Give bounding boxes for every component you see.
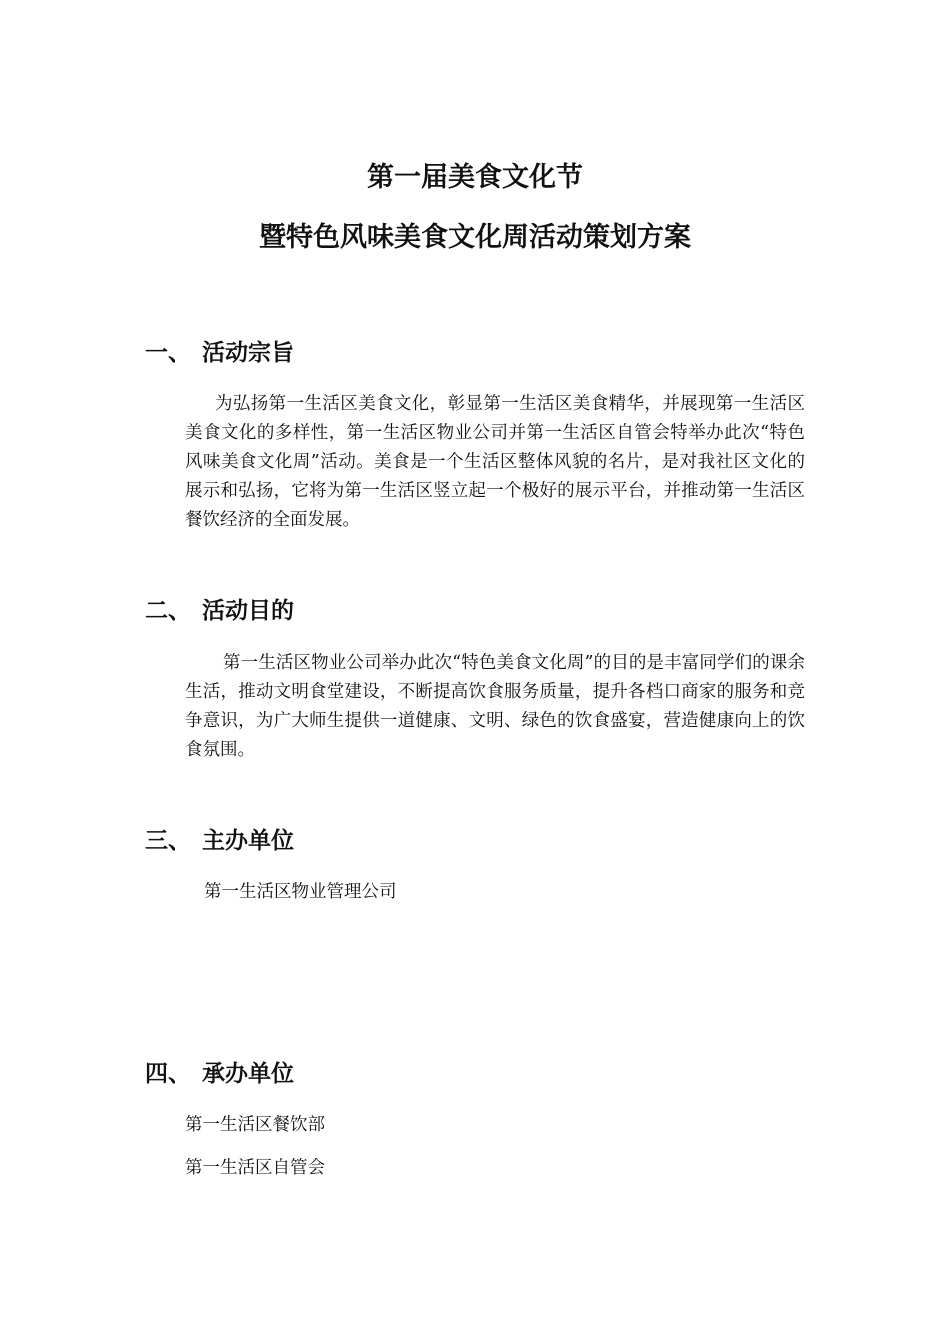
section-title: 活动目的 xyxy=(202,598,294,624)
host-name-catering: 第一生活区餐饮部 xyxy=(185,1115,325,1135)
section-heading-host xyxy=(145,1059,294,1089)
section-number: 二、 xyxy=(145,598,191,624)
section-heading-goal xyxy=(145,596,294,626)
section-number: 一、 xyxy=(145,340,191,366)
section-heading-purpose xyxy=(145,338,294,368)
organizer-name: 第一生活区物业管理公司 xyxy=(204,882,397,902)
section-number: 三、 xyxy=(145,828,191,854)
host-name-committee: 第一生活区自管会 xyxy=(185,1158,325,1178)
section-title: 承办单位 xyxy=(202,1061,294,1087)
section-heading-organizer xyxy=(145,826,294,856)
section-title: 活动宗旨 xyxy=(202,340,294,366)
section-title: 主办单位 xyxy=(202,828,294,854)
section-paragraph-purpose: 为弘扬第一生活区美食文化，彰显第一生活区美食精华，并展现第一生活区美食文化的多样性，第一生活区物业公司并第一生活区自管会特举办此次“特色风味美食文化周”活动。美食是一个生活区整体风貌的名片，是对我社区文化的展示和弘扬，它将为第一生活区竖立起一个极好的展示平台，并推动第一生活区餐饮经济的全面发展。 xyxy=(185,394,805,530)
document-subtitle: 暨特色风味美食文化周活动策划方案 xyxy=(259,222,691,253)
section-number: 四、 xyxy=(145,1061,191,1087)
document-title: 第一届美食文化节 xyxy=(367,162,583,193)
section-paragraph-goal: 第一生活区物业公司举办此次“特色美食文化周”的目的是丰富同学们的课余生活，推动文明食堂建设，不断提高饮食服务质量，提升各档口商家的服务和竞争意识，为广大师生提供一道健康、文明、绿色的饮食盛宴，营造健康向上的饮食氛围。 xyxy=(185,653,805,760)
